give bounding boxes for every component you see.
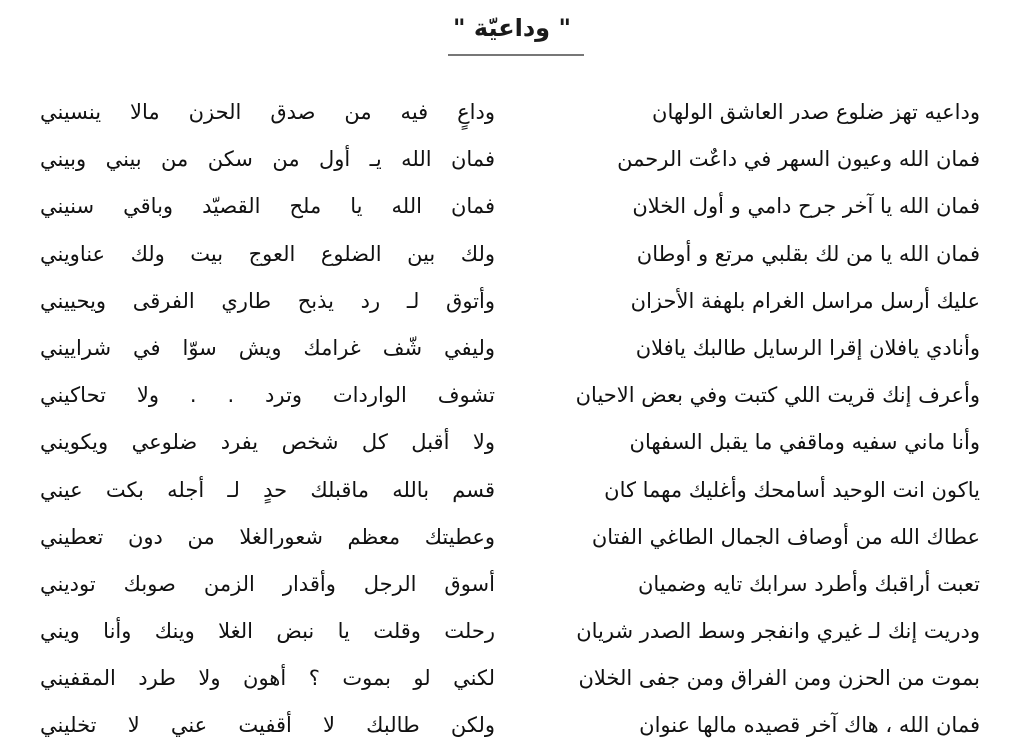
verse-second-hemistich: وداعٍ فيه من صدق الحزن مالا ينسيني (40, 100, 495, 124)
verse-second-hemistich: قسم بالله ماقبلك حدٍ لـ أجله بكت عيني (40, 477, 495, 502)
verse-line (40, 184, 980, 231)
verse-line (40, 515, 980, 562)
verse-line (40, 562, 980, 609)
verse-line (40, 90, 980, 137)
verse-first-hemistich: وأعرف إنك قريت اللي كتبت وفي بعض الاحيان (575, 383, 980, 408)
verse-line (40, 609, 980, 656)
verse-second-hemistich: فمان الله يـ أول من سكن من بيني وبيني (40, 147, 495, 172)
verse-second-hemistich: فمان الله يا ملح القصيّد وباقي سنيني (40, 194, 495, 219)
verse-first-hemistich: ياكون انت الوحيد أسامحك وأغليك مهما كان (604, 477, 980, 502)
verse-second-hemistich: أسوق الرجل وأقدار الزمن صوبك توديني (40, 571, 495, 596)
verse-second-hemistich: ولك بين الضلوع العوج بيت ولك عناويني (40, 241, 495, 266)
verse-second-hemistich: وعطيتك معظم شعورالغلا من دون تعطيني (40, 524, 495, 549)
verse-line (40, 279, 980, 326)
verse-first-hemistich: فمان الله يا آخر جرح دامي و أول الخلان (632, 194, 980, 219)
verse-line (40, 137, 980, 184)
verse-second-hemistich: لكني لو بموت ؟ أهون ولا طرد المقفيني (40, 666, 495, 691)
poem-title: " وداعيّة " (453, 14, 571, 42)
title-underline (448, 54, 584, 56)
verse-first-hemistich: وأنادي يافلان إقرا الرسايل طالبك يافلان (635, 335, 980, 360)
verse-first-hemistich: عليك أرسل مراسل الغرام بلهفة الأحزان (630, 288, 980, 313)
verse-second-hemistich: رحلت وقلت يا نبض الغلا وينك وأنا ويني (40, 619, 495, 644)
verse-first-hemistich: عطاك الله من أوصاف الجمال الطاغي الفتان (591, 524, 980, 549)
verse-first-hemistich: وداعيه تهز ضلوع صدر العاشق الولهان (652, 100, 980, 124)
poem-body (40, 90, 980, 751)
verse-second-hemistich: وأتوق لـ رد يذبح طاري الفرقى ويحييني (40, 288, 495, 313)
verse-first-hemistich: فمان الله ، هاك آخر قصيده مالها عنوان (639, 713, 980, 738)
verse-line (40, 468, 980, 515)
verse-second-hemistich: وليفي شّف غرامك ويش سوّا في شراييني (40, 335, 495, 360)
verse-line (40, 326, 980, 373)
verse-line (40, 703, 980, 750)
verse-first-hemistich: وأنا ماني سفيه وماقفي ما يقبل السفهان (629, 430, 980, 455)
verse-second-hemistich: ولكن طالبك لا أقفيت عني لا تخليني (40, 713, 495, 738)
verse-first-hemistich: بموت من الحزن ومن الفراق ومن جفى الخلان (578, 666, 980, 691)
verse-second-hemistich: تشوف الواردات وترد . . ولا تحاكيني (40, 383, 495, 408)
verse-line (40, 232, 980, 279)
verse-first-hemistich: فمان الله يا من لك بقلبي مرتع و أوطان (636, 241, 980, 266)
verse-first-hemistich: ودريت إنك لـ غيري وانفجر وسط الصدر شريان (576, 619, 980, 644)
verse-line (40, 656, 980, 703)
verse-line (40, 373, 980, 420)
verse-first-hemistich: فمان الله وعيون السهر في داعٌت الرحمن (617, 147, 980, 172)
verse-line (40, 420, 980, 467)
verse-first-hemistich: تعبت أراقبك وأطرد سرابك تايه وضميان (638, 571, 980, 596)
verse-second-hemistich: ولا أقبل كل شخص يفرد ضلوعي ويكويني (40, 430, 495, 455)
